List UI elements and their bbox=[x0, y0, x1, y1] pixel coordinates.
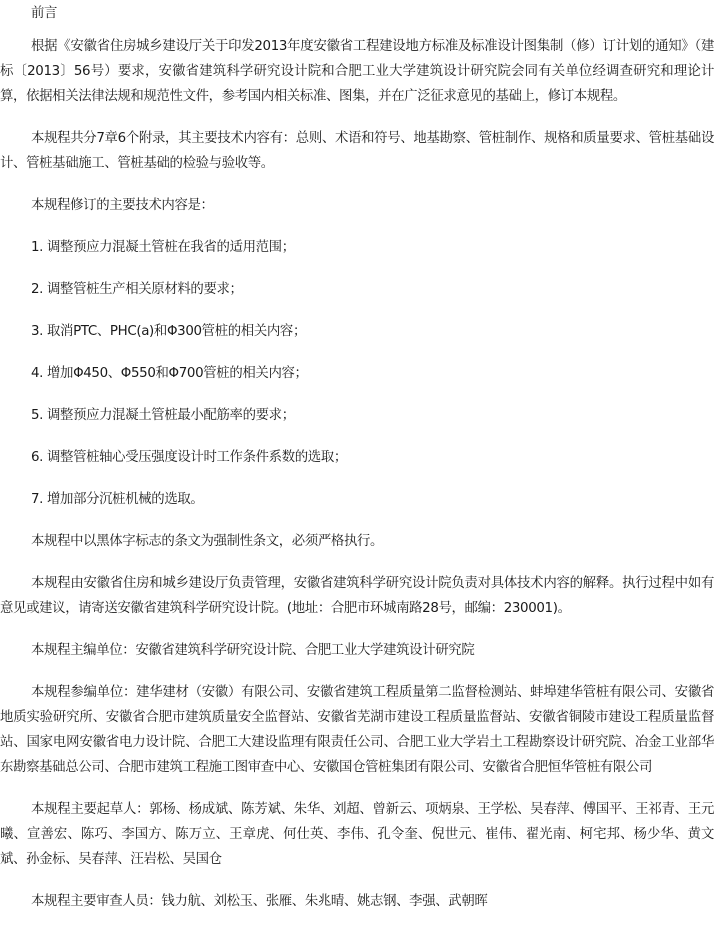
revision-item-6: 6. 调整管桩轴心受压强度设计时工作条件系数的选取； bbox=[31, 450, 347, 465]
revision-item-7: 7. 增加部分沉桩机械的选取。 bbox=[31, 492, 204, 507]
spacer bbox=[0, 554, 714, 571]
spacer bbox=[0, 780, 714, 797]
paragraph-revision-intro: 本规程修订的主要技术内容是： bbox=[31, 198, 214, 213]
spacer bbox=[0, 302, 714, 319]
paragraph-basis: 根据《安徽省住房城乡建设厅关于印发2013年度安徽省工程建设地方标准及标准设计图集制（修）订计划的通知》（建标〔2013〕56号）要求，安徽省建筑科学研究设计院和合肥工业大学建筑设计研究院会同有关单位经调查研究和理论计算，依据相关法律法规和规范性文件，参考国内相关标准、图集，并在广泛征求意见的基础上，修订本规程。 bbox=[0, 39, 714, 104]
spacer bbox=[0, 621, 714, 638]
revision-item-1: 1. 调整预应力混凝土管桩在我省的适用范围； bbox=[31, 240, 295, 255]
revision-item-2: 2. 调整管桩生产相关原材料的要求； bbox=[31, 282, 243, 297]
spacer bbox=[0, 260, 714, 277]
spacer bbox=[0, 872, 714, 889]
paragraph-contents: 本规程共分7章6个附录，其主要技术内容有：总则、术语和符号、地基勘察、管桩制作、规格和质量要求、管桩基础设计、管桩基础施工、管桩基础的检验与验收等。 bbox=[0, 131, 714, 171]
spacer bbox=[0, 176, 714, 193]
paragraph-mandatory: 本规程中以黑体字标志的条文为强制性条文，必须严格执行。 bbox=[31, 534, 384, 549]
revision-item-3: 3. 取消PTC、PHC(a)和Φ300管桩的相关内容； bbox=[31, 324, 306, 339]
paragraph-management: 本规程由安徽省住房和城乡建设厅负责管理，安徽省建筑科学研究设计院负责对具体技术内容的解释。执行过程中如有意见或建议，请寄送安徽省建筑科学研究设计院。(地址：合肥市环城南路28号，邮编：230001)。 bbox=[0, 576, 714, 616]
spacer bbox=[0, 386, 714, 403]
paragraph-drafters: 本规程主要起草人：郭杨、杨成斌、陈芳斌、朱华、刘超、曾新云、项炳泉、王学松、吴春萍、傅国平、王祁青、王元曦、宣善宏、陈巧、李国方、陈万立、王章虎、何仕英、李伟、孔令奎、倪世元、崔伟、翟光南、柯宅邦、杨少华、黄文斌、孙金标、吴春萍、汪岩松、吴国仓 bbox=[0, 802, 714, 867]
spacer bbox=[0, 109, 714, 126]
page-title: 前言 bbox=[31, 6, 58, 21]
revision-item-5: 5. 调整预应力混凝土管桩最小配筋率的要求； bbox=[31, 408, 295, 423]
spacer bbox=[0, 344, 714, 361]
spacer bbox=[0, 470, 714, 487]
paragraph-chief-editors: 本规程主编单位：安徽省建筑科学研究设计院、合肥工业大学建筑设计研究院 bbox=[31, 643, 475, 658]
spacer bbox=[0, 26, 714, 34]
spacer bbox=[0, 663, 714, 680]
paragraph-reviewers: 本规程主要审查人员：钱力航、刘松玉、张雁、朱兆晴、姚志钢、李强、武朝晖 bbox=[31, 894, 488, 909]
revision-item-4: 4. 增加Φ450、Φ550和Φ700管桩的相关内容； bbox=[31, 366, 308, 381]
spacer bbox=[0, 218, 714, 235]
spacer bbox=[0, 428, 714, 445]
spacer bbox=[0, 512, 714, 529]
paragraph-participating-units: 本规程参编单位：建华建材（安徽）有限公司、安徽省建筑工程质量第二监督检测站、蚌埠建华管桩有限公司、安徽省地质实验研究所、安徽省合肥市建筑质量安全监督站、安徽省芜湖市建设工程质量监督站、安徽省铜陵市建设工程质量监督站、国家电网安徽省电力设计院、合肥工大建设监理有限责任公司、合肥工业大学岩土工程勘察设计研究院、冶金工业部华东勘察基础总公司、合肥市建筑工程施工图审查中心、安徽国仓管桩集团有限公司、安徽省合肥恒华管桩有限公司 bbox=[0, 685, 714, 775]
